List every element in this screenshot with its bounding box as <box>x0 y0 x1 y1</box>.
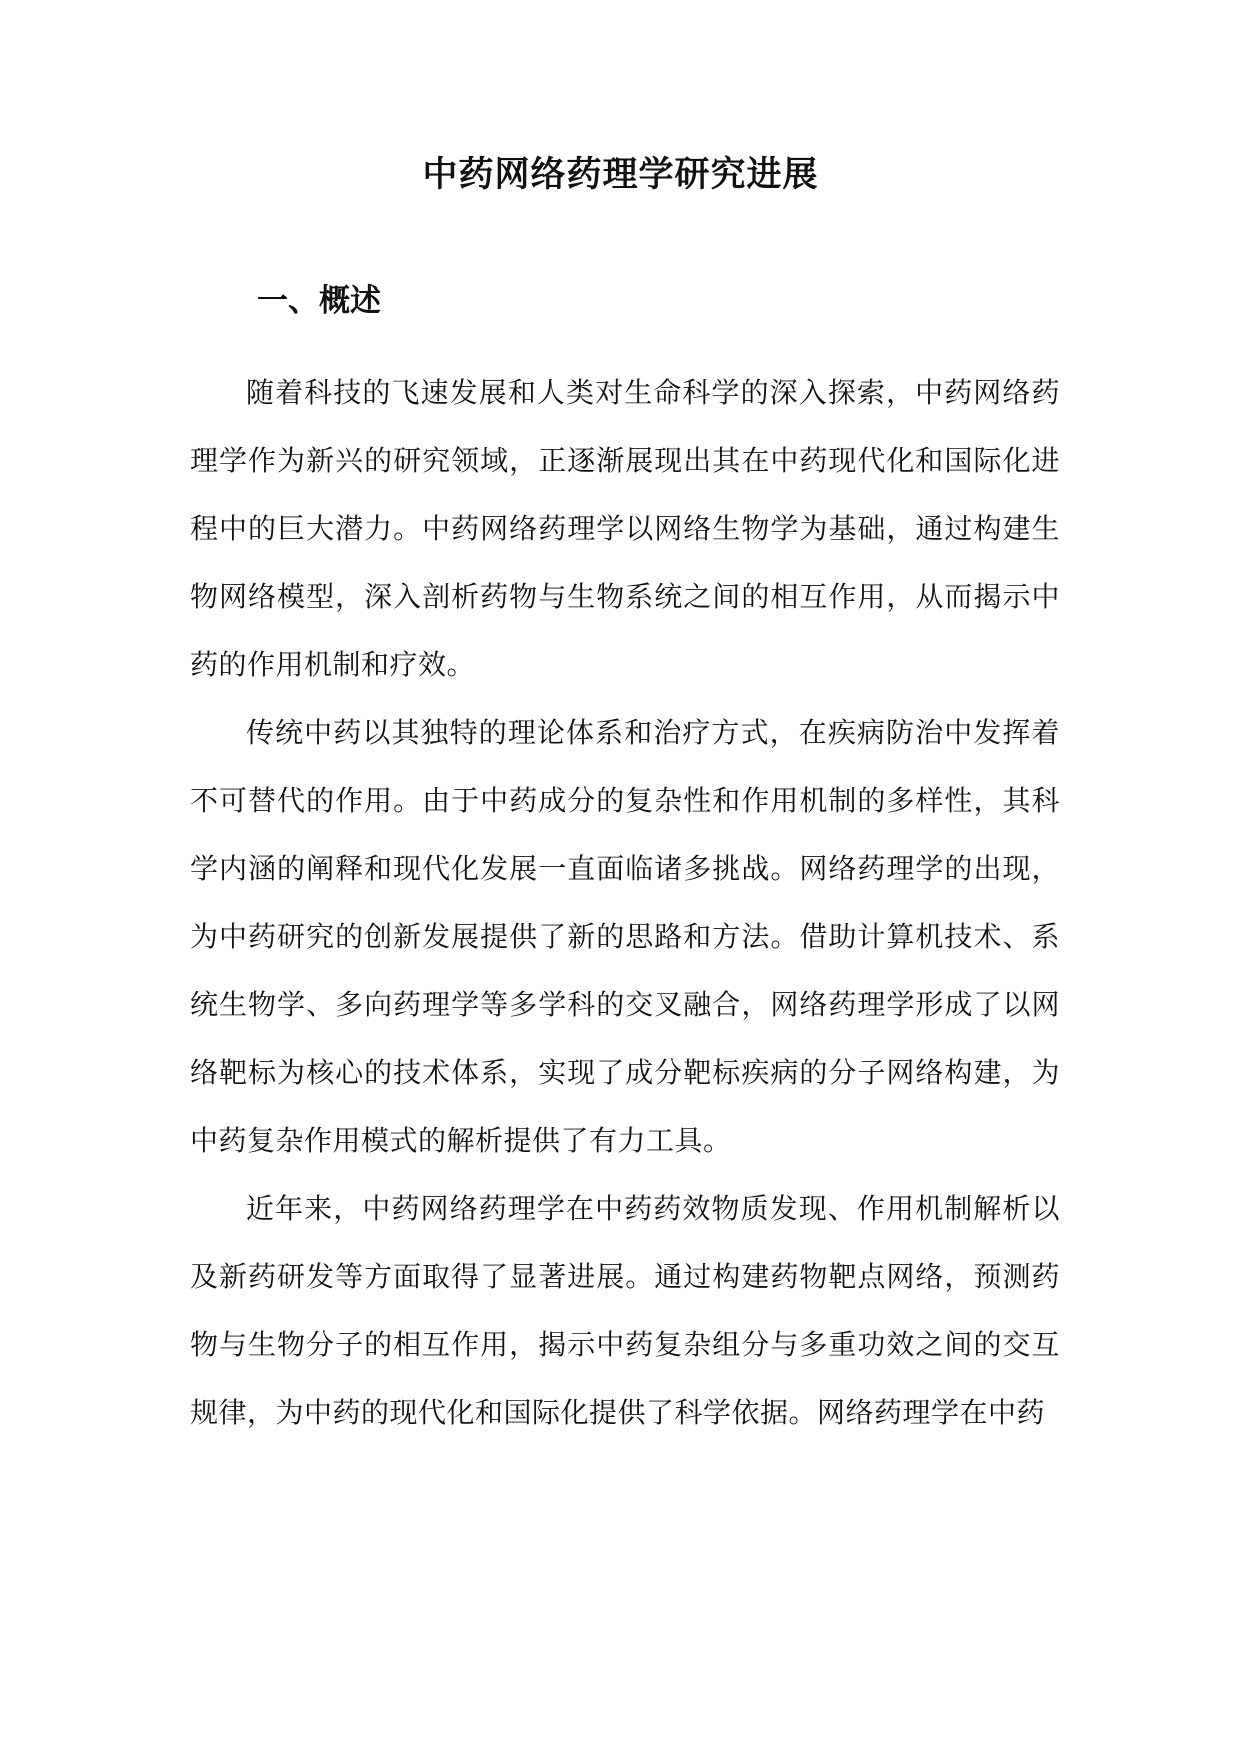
section-heading-overview: 一、概述 <box>257 283 381 319</box>
document-title: 中药网络药理学研究进展 <box>422 155 819 195</box>
paragraph-1: 随着科技的飞速发展和人类对生命科学的深入探索，中药网络药理学作为新兴的研究领域，正逐渐展现出其在中药现代化和国际化进程中的巨大潜力。中药网络药理学以网络生物学为基础，通过构建生物网络模型，深入剖析药物与生物系统之间的相互作用，从而揭示中药的作用机制和疗效。 <box>190 376 1060 681</box>
paragraph-2: 传统中药以其独特的理论体系和治疗方式，在疾病防治中发挥着不可替代的作用。由于中药成分的复杂性和作用机制的多样性，其科学内涵的阐释和现代化发展一直面临诸多挑战。网络药理学的出现，为中药研究的创新发展提供了新的思路和方法。借助计算机技术、系统生物学、多向药理学等多学科的交叉融合，网络药理学形成了以网络靶标为核心的技术体系，实现了成分靶标疾病的分子网络构建，为中药复杂作用模式的解析提供了有力工具。 <box>190 716 1060 1157</box>
body-text <box>190 359 1060 1447</box>
paragraph-3: 近年来，中药网络药理学在中药药效物质发现、作用机制解析以及新药研发等方面取得了显著进展。通过构建药物靶点网络，预测药物与生物分子的相互作用，揭示中药复杂组分与多重功效之间的交互规律，为中药的现代化和国际化提供了科学依据。网络药理学在中药 <box>190 1192 1060 1429</box>
